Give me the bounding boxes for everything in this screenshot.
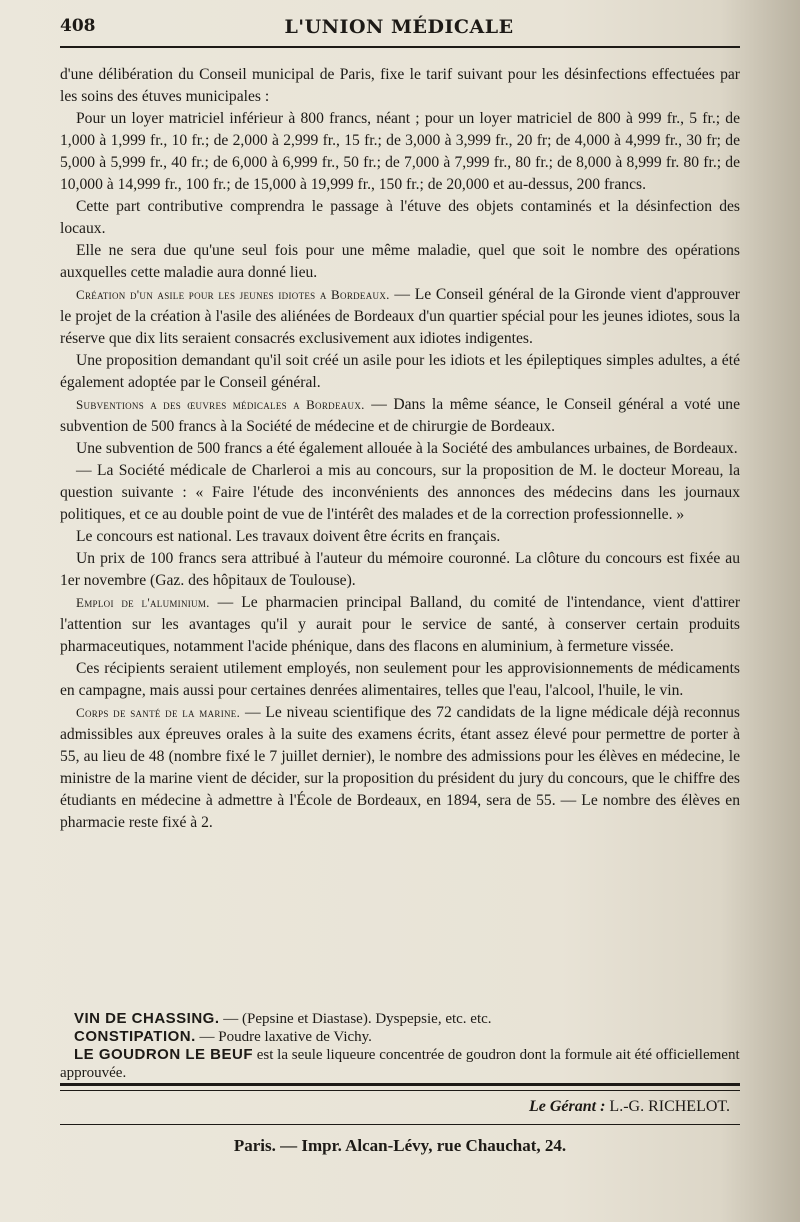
advertisements (60, 1010, 740, 1082)
advertisement: CONSTIPATION. — Poudre laxative de Vichy. (60, 1028, 740, 1046)
article-body (60, 64, 740, 834)
header-rule (60, 46, 740, 48)
paragraph: Ces récipients seraient utilement employés, non seulement pour les approvisionnements de médicaments en campagne, mais aussi pour certaines denrées alimentaires, telles que l'eau, l'alcool, l'huile, le vin. (60, 660, 740, 699)
advertisement: LE GOUDRON LE BEUF est la seule liqueure concentrée de goudron dont la formule ait été officiellement approuvée. (60, 1046, 740, 1081)
paragraph: Pour un loyer matriciel inférieur à 800 francs, néant ; pour un loyer matriciel de 800 à 999 fr., 5 fr.; de 1,000 à 1,999 fr., 10 fr.; de 2,000 à 2,999 fr., 15 fr.; de 3,000 à 3,999 fr., 20 fr; de 4,000 à 4,999 fr., 30 fr; de 5,000 à 5,999 fr., 40 fr.; de 6,000 à 6,999 fr., 50 fr.; de 7,000 à 7,999 fr., 80 fr.; de 8,000 à 8,999 fr. 80 fr.; de 10,000 à 14,999 fr., 100 fr.; de 15,000 à 19,999 fr., 150 fr.; de 20,000 et au-dessus, 200 francs. (60, 110, 740, 193)
footer-rule-thin (60, 1090, 740, 1091)
page-header (60, 16, 738, 40)
paragraph: Création d'un asile pour les jeunes idiotes a Bordeaux. — Le Conseil général de la Gironde vient d'approuver le projet de la création à l'asile des aliénées de Bordeaux d'un quartier spécial pour les jeunes idiotes, sous la réserve que dix lits seraient consacrés exclusivement aux idiotes indigentes. (60, 286, 740, 347)
section-heading: Création d'un asile pour les jeunes idiotes a Bordeaux. (76, 287, 390, 302)
paragraph: Une subvention de 500 francs a été également allouée à la Société des ambulances urbaines, de Bordeaux. (76, 440, 738, 457)
section-heading: Subventions a des œuvres médicales a Bordeaux. (76, 397, 365, 412)
section-heading: Emploi de l'aluminium. (76, 595, 210, 610)
advertisement: VIN DE CHASSING. — (Pepsine et Diastase). Dyspepsie, etc. etc. (60, 1010, 740, 1028)
imprint-rule (60, 1124, 740, 1125)
paragraph: Corps de santé de la marine. — Le niveau scientifique des 72 candidats de la ligne médicale déjà reconnus admissibles aux épreuves orales à la suite des examens écrits, étant assez élevé pour permettre de porter à 55, au lieu de 48 (nombre fixé le 7 juillet dernier), le nombre des admissions pour les élèves en médecine, le ministre de la marine vient de décider, sur la proposition du président du jury du concours, que le chiffre des étudiants en médecine à admettre à l'École de Bordeaux, en 1894, sera de 55. — Le nombre des élèves en pharmacie reste fixé à 2. (60, 704, 740, 831)
gerant-signature (529, 1098, 730, 1116)
section-heading: Corps de santé de la marine. (76, 705, 241, 720)
gerant-name: L.-G. RICHELOT. (605, 1098, 730, 1115)
footer-rule-thick (60, 1083, 740, 1086)
paragraph: d'une délibération du Conseil municipal de Paris, fixe le tarif suivant pour les désinfections effectuées par les soins des étuves municipales : (60, 66, 740, 105)
paragraph: — La Société médicale de Charleroi a mis au concours, sur la proposition de M. le docteur Moreau, la question suivante : « Faire l'étude des inconvénients des annonces des médecins dans les journaux politiques, et ce au double point de vue de l'intérêt des malades et de la correction professionnelle. » (60, 462, 740, 523)
paragraph: Une proposition demandant qu'il soit créé un asile pour les idiots et les épileptiques simples adultes, a été également adoptée par le Conseil général. (60, 352, 740, 391)
journal-title: L'UNION MÉDICALE (284, 16, 514, 38)
printer-imprint: Paris. — Impr. Alcan-Lévy, rue Chauchat, 24. (233, 1136, 567, 1155)
ad-title: VIN DE CHASSING. (74, 1010, 220, 1027)
ad-title: CONSTIPATION. (74, 1028, 196, 1045)
page-number: 408 (60, 16, 96, 36)
paragraph: Un prix de 100 francs sera attribué à l'auteur du mémoire couronné. La clôture du concours est fixée au 1er novembre (Gaz. des hôpitaux de Toulouse). (60, 550, 740, 589)
paragraph: Cette part contributive comprendra le passage à l'étuve des objets contaminés et la désinfection des locaux. (60, 198, 740, 237)
paragraph: Le concours est national. Les travaux doivent être écrits en français. (76, 528, 501, 545)
paragraph: Elle ne sera due qu'une seul fois pour une même maladie, quel que soit le nombre des opérations auxquelles cette maladie aura donné lieu. (60, 242, 740, 281)
gerant-label: Le Gérant : (528, 1098, 606, 1115)
paragraph: Subventions a des œuvres médicales a Bordeaux. — Dans la même séance, le Conseil général a voté une subvention de 500 francs à la Société de médecine et de chirurgie de Bordeaux. (60, 396, 740, 435)
paragraph: Emploi de l'aluminium. — Le pharmacien principal Balland, du comité de l'intendance, vient d'attirer l'attention sur les avantages qu'il y aurait pour le service de santé, à conserver certain produits pharmaceutiques, notamment l'acide phénique, dans des flacons en aluminium, à fermeture vissée. (60, 594, 741, 655)
ad-title: LE GOUDRON LE BEUF (74, 1046, 254, 1063)
